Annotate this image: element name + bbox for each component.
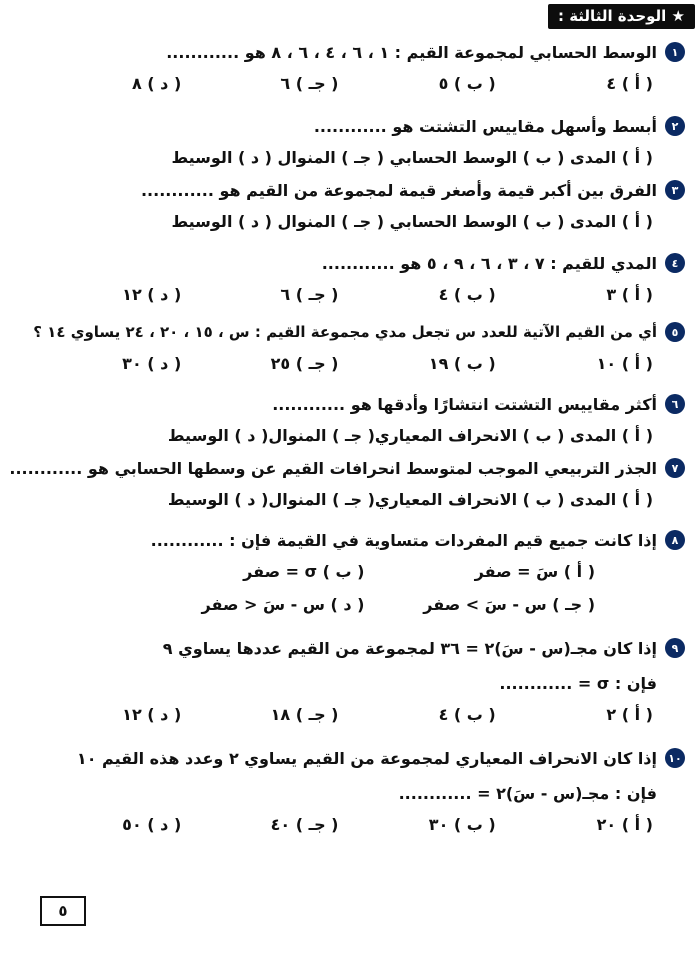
unit-title: ★ الوحدة الثالثة : — [548, 4, 695, 29]
question-5 — [14, 322, 685, 373]
choice-a[interactable]: ( أ ) ٤ — [606, 74, 653, 93]
question-number: ٢ — [665, 116, 685, 136]
question-stem: أبسط وأسهل مقاييس التشتت هو ............ — [313, 116, 657, 136]
question-number: ٩ — [665, 638, 685, 658]
question-continuation: فإن : σ = ............ — [499, 674, 657, 693]
question-number: ٥ — [665, 322, 685, 342]
question-number: ١٠ — [665, 748, 685, 768]
page-number: ٥ — [58, 902, 68, 920]
question-number: ٤ — [665, 253, 685, 273]
choice-d[interactable]: ( د ) ٥٠ — [122, 815, 182, 834]
choices — [14, 815, 685, 834]
choices — [14, 490, 685, 509]
choice-c[interactable]: ( جـ ) ٦ — [280, 74, 339, 93]
question-number: ٧ — [665, 458, 685, 478]
question-6 — [14, 394, 685, 445]
choices — [14, 426, 685, 445]
choice-a[interactable]: ( أ ) ٢ — [606, 705, 653, 724]
choice-d[interactable]: ( د ) س - سَ < صفر — [201, 595, 365, 614]
choices — [14, 212, 685, 231]
choice-b[interactable]: ( ب ) ٥ — [438, 74, 496, 93]
question-stem: الفرق بين أكبر قيمة وأصغر قيمة لمجموعة من القيم هو ............ — [140, 180, 657, 200]
choice-b[interactable]: ( ب ) ٤ — [438, 285, 496, 304]
choice-d[interactable]: ( د ) ٨ — [131, 74, 182, 93]
question-number: ١ — [665, 42, 685, 62]
choice-c[interactable]: ( جـ ) ٦ — [280, 285, 339, 304]
choice-a[interactable]: ( أ ) ١٠ — [596, 354, 653, 373]
choices-line[interactable]: ( أ ) المدى ( ب ) الانحراف المعياري( جـ ) المنوال( د ) الوسيط — [167, 426, 653, 445]
question-stem: الوسط الحسابي لمجموعة القيم : ١ ، ٦ ، ٤ ، ٦ ، ٨ هو ............ — [166, 42, 657, 62]
choice-b[interactable]: ( ب ) ٤ — [438, 705, 496, 724]
question-3 — [14, 180, 685, 231]
question-stem: المدي للقيم : ٧ ، ٣ ، ٦ ، ٩ ، ٥ هو ............ — [321, 253, 657, 273]
choices-line[interactable]: ( أ ) المدى ( ب ) الوسط الحسابي ( جـ ) المنوال ( د ) الوسيط — [171, 212, 653, 231]
choices-line[interactable]: ( أ ) المدى ( ب ) الوسط الحسابي ( جـ ) المنوال ( د ) الوسيط — [171, 148, 653, 167]
question-number: ٦ — [665, 394, 685, 414]
choices — [14, 705, 685, 724]
question-2 — [14, 116, 685, 167]
choices-line[interactable]: ( أ ) المدى ( ب ) الانحراف المعياري( جـ ) المنوال( د ) الوسيط — [167, 490, 653, 509]
question-number: ٣ — [665, 180, 685, 200]
choice-b[interactable]: ( ب ) σ = صفر — [243, 562, 365, 581]
question-stem: إذا كان مجـ(س - سَ)٢ = ٣٦ لمجموعة من القيم عددها يساوي ٩ — [162, 638, 657, 658]
choice-a[interactable]: ( أ ) ٣ — [606, 285, 653, 304]
choice-b[interactable]: ( ب ) ١٩ — [428, 354, 496, 373]
question-9 — [14, 638, 685, 724]
page-number-box — [40, 896, 86, 926]
question-1 — [14, 42, 685, 93]
question-10 — [14, 748, 685, 834]
choice-c[interactable]: ( جـ ) ١٨ — [270, 705, 339, 724]
choice-b[interactable]: ( ب ) ٣٠ — [428, 815, 496, 834]
question-stem: أي من القيم الآتية للعدد س تجعل مدي مجموعة القيم : س ، ١٥ ، ٢٠ ، ٢٤ يساوي ١٤ ؟ — [33, 323, 657, 341]
choices — [14, 562, 685, 614]
choice-c[interactable]: ( جـ ) ٤٠ — [270, 815, 339, 834]
choice-c[interactable]: ( جـ ) ٢٥ — [270, 354, 339, 373]
choice-c[interactable]: ( جـ ) س - سَ > صفر — [423, 595, 595, 614]
question-7 — [9, 458, 685, 509]
question-continuation: فإن : مجـ(س - سَ)٢ = ............ — [398, 784, 657, 803]
choice-d[interactable]: ( د ) ٣٠ — [122, 354, 182, 373]
choice-a[interactable]: ( أ ) سَ = صفر — [474, 562, 595, 581]
choices — [14, 148, 685, 167]
question-number: ٨ — [665, 530, 685, 550]
choices — [14, 354, 685, 373]
choices — [14, 285, 685, 304]
question-stem: أكثر مقاييس التشتت انتشارًا وأدقها هو ............ — [272, 394, 657, 414]
choice-d[interactable]: ( د ) ١٢ — [122, 705, 182, 724]
choice-d[interactable]: ( د ) ١٢ — [122, 285, 182, 304]
question-stem: الجذر التربيعي الموجب لمتوسط انحرافات القيم عن وسطها الحسابي هو ............ — [9, 458, 657, 478]
question-stem: إذا كانت جميع قيم المفردات متساوية في القيمة فإن : ............ — [150, 530, 657, 550]
choices — [14, 74, 685, 93]
question-stem: إذا كان الانحراف المعياري لمجموعة من القيم يساوي ٢ وعدد هذه القيم ١٠ — [76, 748, 657, 768]
question-4 — [14, 253, 685, 304]
choice-a[interactable]: ( أ ) ٢٠ — [596, 815, 653, 834]
question-8 — [14, 530, 685, 614]
